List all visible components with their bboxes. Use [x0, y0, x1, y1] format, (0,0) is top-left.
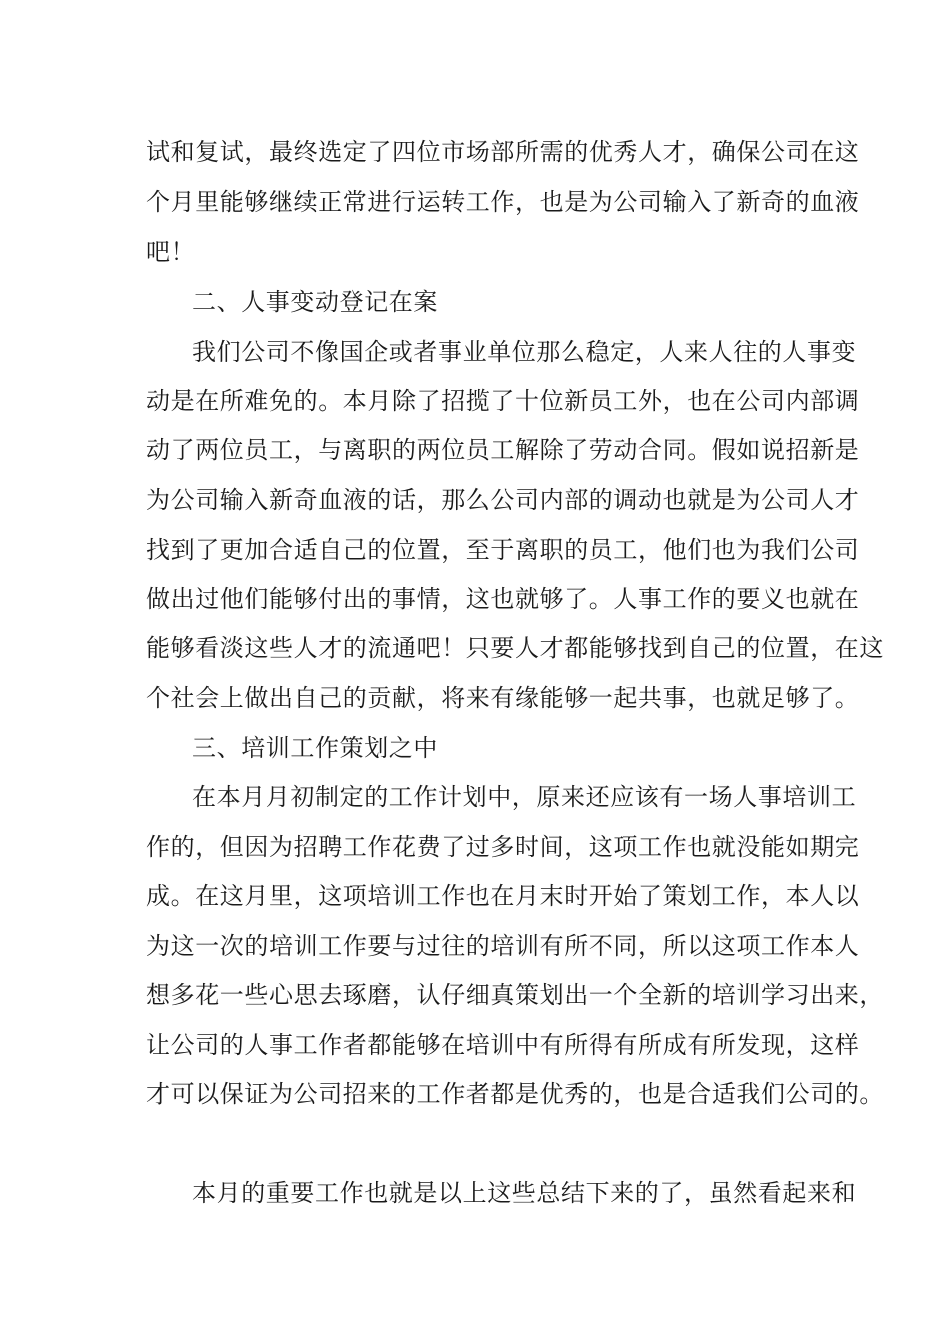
paragraph-line: 吧！ [146, 238, 196, 266]
paragraph-line: 才可以保证为公司招来的工作者都是优秀的，也是合适我们公司的。 [146, 1080, 884, 1108]
paragraph-line: 能够看淡这些人才的流通吧！只要人才都能够找到自己的位置，在这 [146, 634, 884, 662]
paragraph-line: 想多花一些心思去琢磨，认仔细真策划出一个全新的培训学习出来， [146, 981, 884, 1009]
paragraph-line: 动了两位员工，与离职的两位员工解除了劳动合同。假如说招新是 [146, 436, 860, 464]
paragraph-line: 本月的重要工作也就是以上这些总结下来的了，虽然看起来和 [192, 1179, 857, 1207]
paragraph-line: 为这一次的培训工作要与过往的培训有所不同，所以这项工作本人 [146, 932, 860, 960]
paragraph-line: 找到了更加合适自己的位置，至于离职的员工，他们也为我们公司 [146, 536, 860, 564]
paragraph-line: 作的，但因为招聘工作花费了过多时间，这项工作也就没能如期完 [146, 833, 860, 861]
paragraph-line: 成。在这月里，这项培训工作也在月末时开始了策划工作，本人以 [146, 882, 860, 910]
paragraph-line: 个月里能够继续正常进行运转工作，也是为公司输入了新奇的血液 [146, 188, 860, 216]
paragraph-line: 在本月月初制定的工作计划中，原来还应该有一场人事培训工 [192, 783, 857, 811]
paragraph-line: 动是在所难免的。本月除了招揽了十位新员工外，也在公司内部调 [146, 387, 860, 415]
paragraph-line: 个社会上做出自己的贡献，将来有缘能够一起共事，也就足够了。 [146, 684, 860, 712]
section-heading: 二、人事变动登记在案 [192, 288, 438, 316]
paragraph-line: 为公司输入新奇血液的话，那么公司内部的调动也就是为公司人才 [146, 486, 860, 514]
paragraph-line: 让公司的人事工作者都能够在培训中有所得有所成有所发现，这样 [146, 1031, 860, 1059]
paragraph-line: 做出过他们能够付出的事情，这也就够了。人事工作的要义也就在 [146, 585, 860, 613]
paragraph-line: 试和复试，最终选定了四位市场部所需的优秀人才，确保公司在这 [146, 138, 860, 166]
paragraph-line: 我们公司不像国企或者事业单位那么稳定，人来人往的人事变 [192, 338, 857, 366]
section-heading: 三、培训工作策划之中 [192, 734, 438, 762]
